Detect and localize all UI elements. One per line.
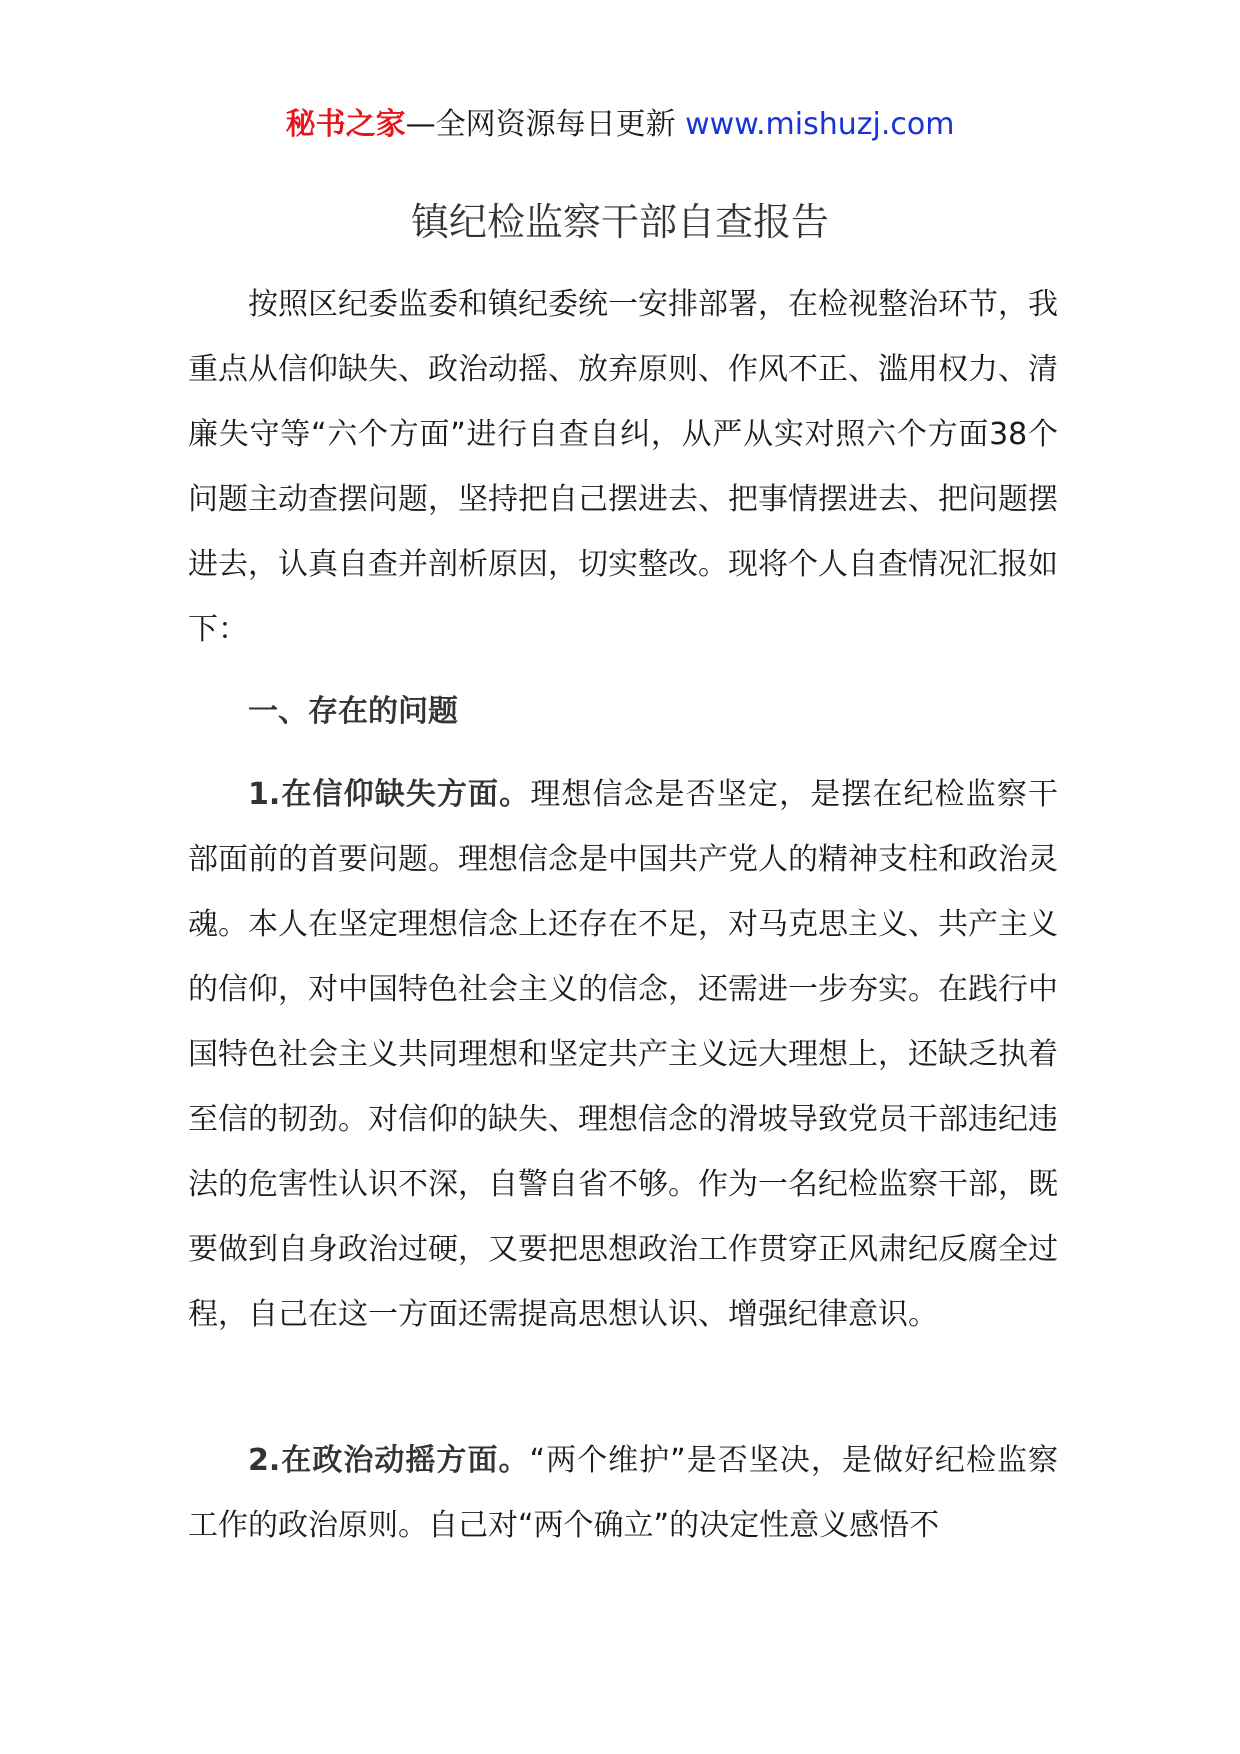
site-header bbox=[0, 100, 1240, 150]
item2-paragraph bbox=[188, 1428, 1058, 1558]
site-brand: 秘书之家 bbox=[285, 107, 406, 142]
section-heading: 一、存在的问题 bbox=[248, 694, 458, 729]
intro-paragraph: 按照区纪委监委和镇纪委统一安排部署，在检视整治环节，我重点从信仰缺失、政治动摇、放弃原则、作风不正、滥用权力、清廉失守等“六个方面”进行自查自纠，从严从实对照六个方面38个问题主动查摆问题，坚持把自己摆进去、把事情摆进去、把问题摆进去，认真自查并剖析原因，切实整改。现将个人自查情况汇报如下： bbox=[188, 287, 1058, 647]
item1-body: 理想信念是否坚定，是摆在纪检监察干部面前的首要问题。理想信念是中国共产党人的精神支柱和政治灵魂。本人在坚定理想信念上还存在不足，对马克思主义、共产主义的信仰，对中国特色社会主义的信念，还需进一步夯实。在践行中国特色社会主义共同理想和坚定共产主义远大理想上，还缺乏执着至信的韧劲。对信仰的缺失、理想信念的滑坡导致党员干部违纪违法的危害性认识不深，自警自省不够。作为一名纪检监察干部，既要做到自身政治过硬，又要把思想政治工作贯穿正风肃纪反腐全过程，自己在这一方面还需提高思想认识、增强纪律意识。 bbox=[188, 777, 1058, 1332]
site-slogan: —全网资源每日更新 bbox=[405, 107, 686, 142]
site-url-link[interactable]: www.mishuzj.com bbox=[685, 107, 955, 142]
document-title: 镇纪检监察干部自查报告 bbox=[410, 200, 829, 244]
item1-paragraph bbox=[188, 762, 1058, 1347]
item2-body: “两个维护”是否坚决，是做好纪检监察工作的政治原则。自己对“两个确立”的决定性意义感悟不 bbox=[188, 1443, 1058, 1543]
item1-lead: 1.在信仰缺失方面。 bbox=[248, 777, 531, 812]
item2-lead: 2.在政治动摇方面。 bbox=[248, 1443, 530, 1478]
